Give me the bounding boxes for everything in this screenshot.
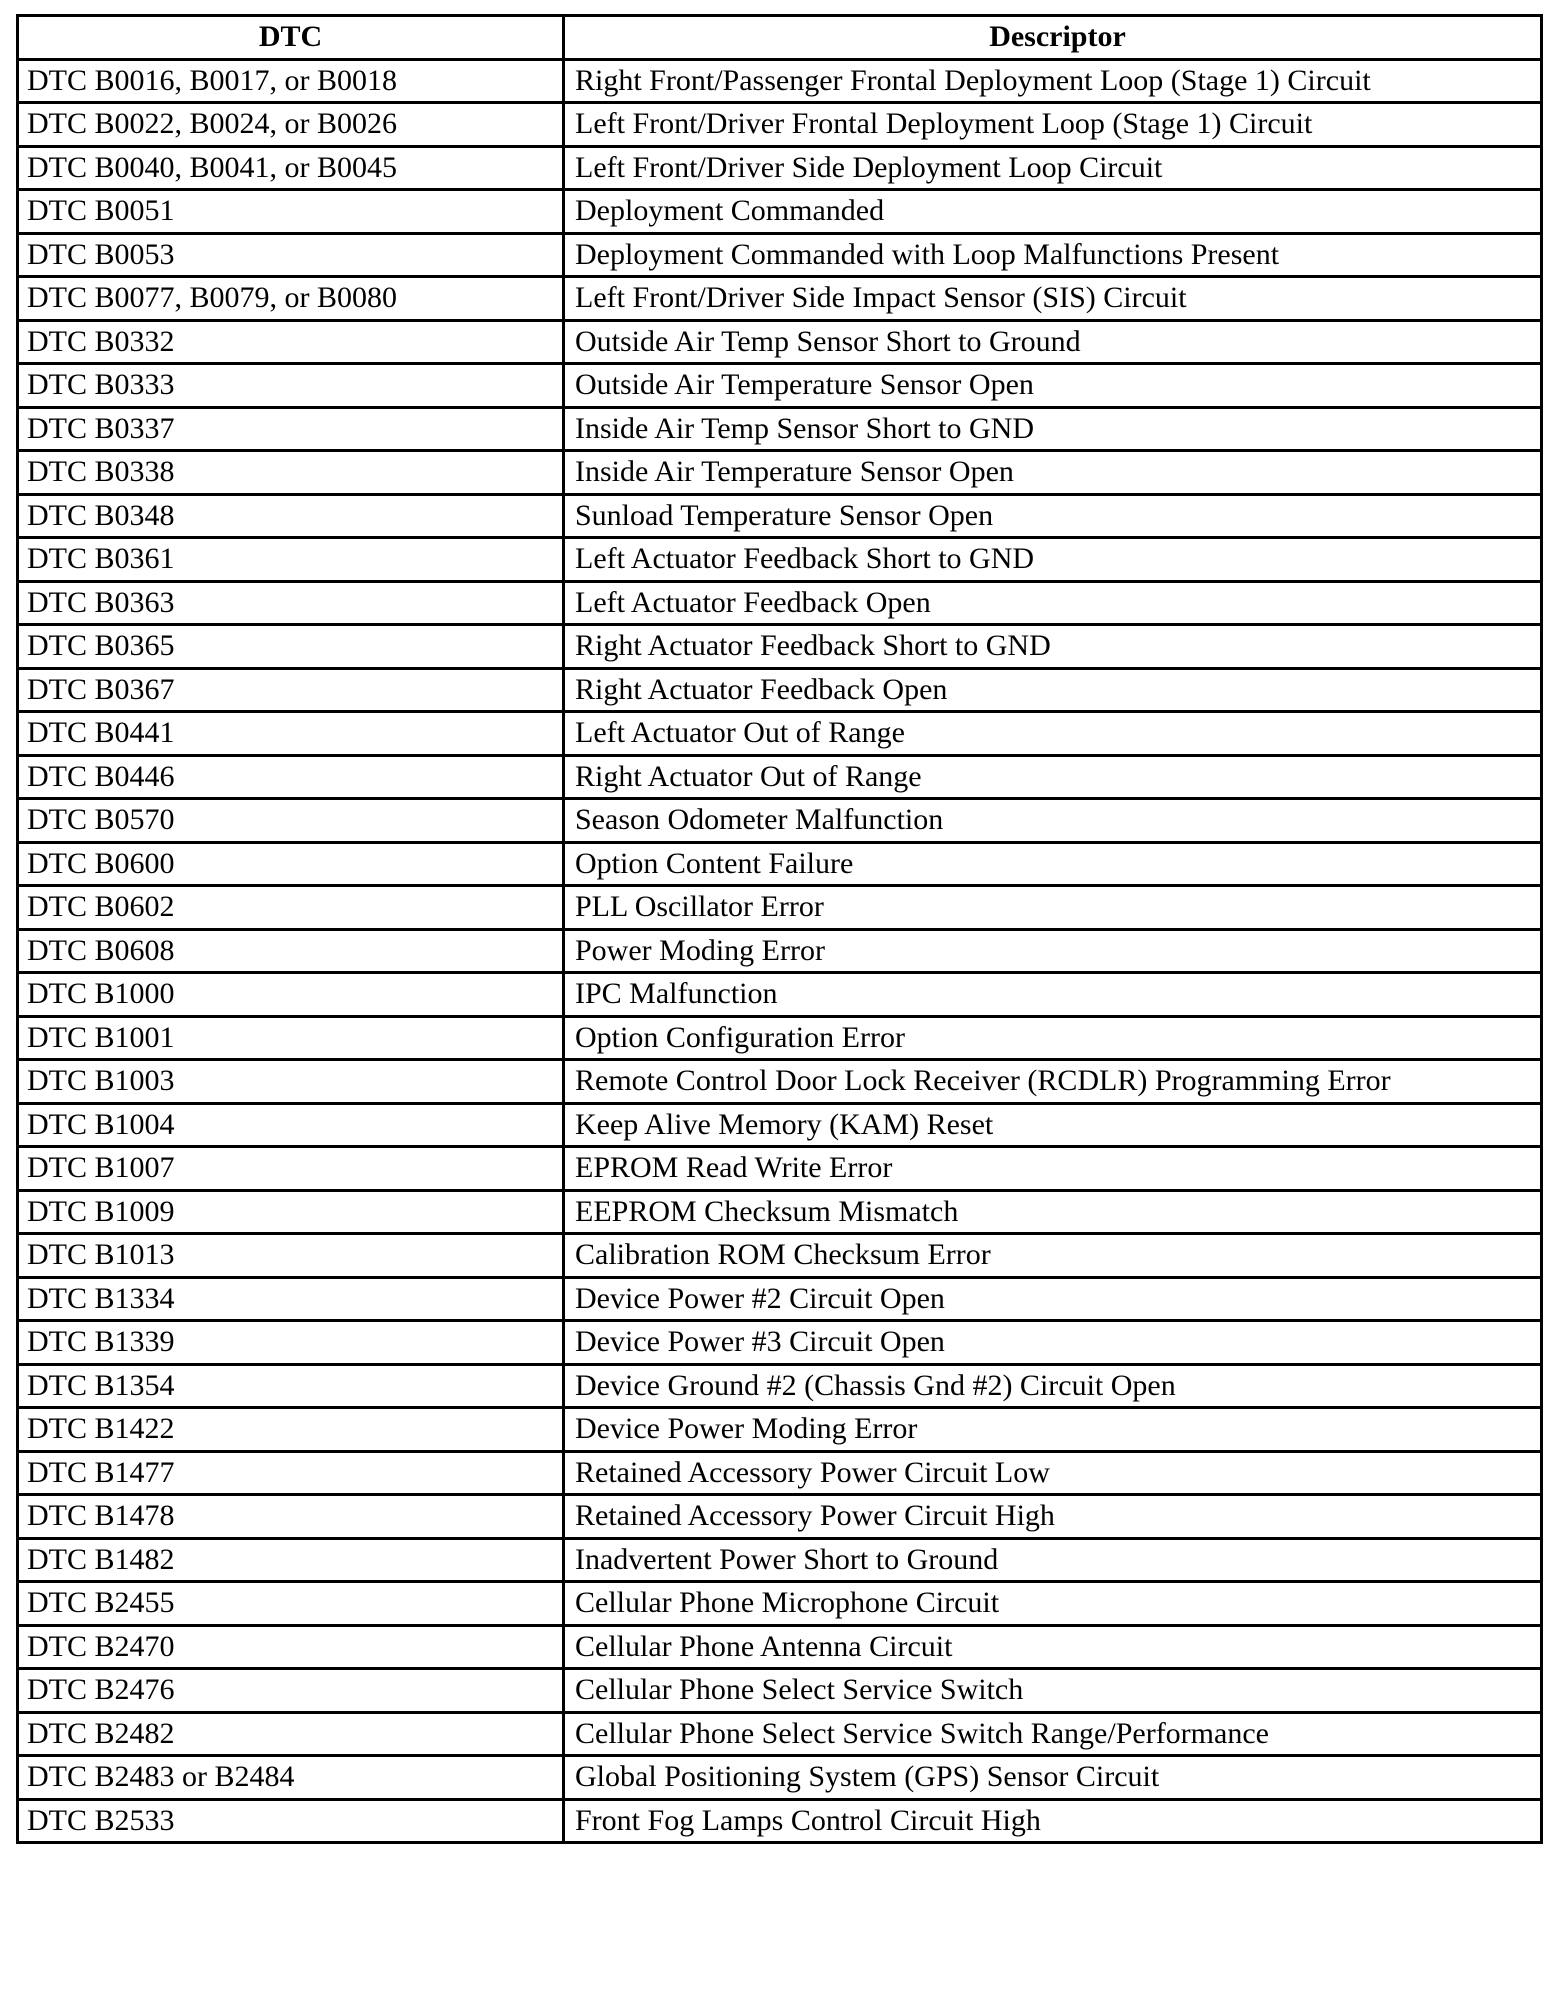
descriptor-cell: Season Odometer Malfunction	[564, 799, 1542, 843]
dtc-code-cell: DTC B0077, B0079, or B0080	[18, 277, 564, 321]
table-row	[18, 277, 1542, 321]
table-row	[18, 929, 1542, 973]
dtc-code-cell: DTC B1004	[18, 1103, 564, 1147]
table-row	[18, 233, 1542, 277]
descriptor-cell: Device Power #2 Circuit Open	[564, 1277, 1542, 1321]
descriptor-cell: Left Actuator Feedback Short to GND	[564, 538, 1542, 582]
descriptor-cell: Device Ground #2 (Chassis Gnd #2) Circuit Open	[564, 1364, 1542, 1408]
descriptor-cell: Device Power #3 Circuit Open	[564, 1321, 1542, 1365]
descriptor-cell: Front Fog Lamps Control Circuit High	[564, 1799, 1542, 1843]
descriptor-cell: Cellular Phone Microphone Circuit	[564, 1582, 1542, 1626]
table-row	[18, 1495, 1542, 1539]
dtc-code-cell: DTC B2533	[18, 1799, 564, 1843]
descriptor-cell: Power Moding Error	[564, 929, 1542, 973]
descriptor-cell: Sunload Temperature Sensor Open	[564, 494, 1542, 538]
descriptor-cell: EEPROM Checksum Mismatch	[564, 1190, 1542, 1234]
table-row	[18, 1799, 1542, 1843]
dtc-code-cell: DTC B0600	[18, 842, 564, 886]
table-row	[18, 1582, 1542, 1626]
descriptor-cell: Right Actuator Feedback Open	[564, 668, 1542, 712]
table-row	[18, 190, 1542, 234]
dtc-code-cell: DTC B0446	[18, 755, 564, 799]
dtc-code-cell: DTC B0053	[18, 233, 564, 277]
dtc-code-cell: DTC B2483 or B2484	[18, 1756, 564, 1800]
dtc-code-cell: DTC B1003	[18, 1060, 564, 1104]
table-row	[18, 494, 1542, 538]
dtc-code-cell: DTC B1482	[18, 1538, 564, 1582]
column-header-descriptor: Descriptor	[564, 16, 1542, 60]
table-row	[18, 581, 1542, 625]
descriptor-cell: Inadvertent Power Short to Ground	[564, 1538, 1542, 1582]
descriptor-cell: Right Actuator Out of Range	[564, 755, 1542, 799]
descriptor-cell: Left Front/Driver Side Deployment Loop Circuit	[564, 146, 1542, 190]
dtc-table	[16, 14, 1543, 1844]
descriptor-cell: Left Actuator Out of Range	[564, 712, 1542, 756]
dtc-code-cell: DTC B1354	[18, 1364, 564, 1408]
table-row	[18, 973, 1542, 1017]
table-row	[18, 1712, 1542, 1756]
table-row	[18, 407, 1542, 451]
dtc-code-cell: DTC B0365	[18, 625, 564, 669]
dtc-code-cell: DTC B0016, B0017, or B0018	[18, 59, 564, 103]
dtc-code-cell: DTC B0441	[18, 712, 564, 756]
table-row	[18, 1234, 1542, 1278]
dtc-code-cell: DTC B0602	[18, 886, 564, 930]
table-row	[18, 886, 1542, 930]
dtc-code-cell: DTC B2470	[18, 1625, 564, 1669]
dtc-code-cell: DTC B1422	[18, 1408, 564, 1452]
descriptor-cell: Cellular Phone Antenna Circuit	[564, 1625, 1542, 1669]
descriptor-cell: PLL Oscillator Error	[564, 886, 1542, 930]
dtc-code-cell: DTC B1000	[18, 973, 564, 1017]
descriptor-cell: EPROM Read Write Error	[564, 1147, 1542, 1191]
descriptor-cell: Retained Accessory Power Circuit Low	[564, 1451, 1542, 1495]
table-row	[18, 1277, 1542, 1321]
table-row	[18, 1669, 1542, 1713]
descriptor-cell: Left Front/Driver Side Impact Sensor (SIS) Circuit	[564, 277, 1542, 321]
table-row	[18, 103, 1542, 147]
table-row	[18, 1060, 1542, 1104]
dtc-code-cell: DTC B0337	[18, 407, 564, 451]
table-row	[18, 1147, 1542, 1191]
descriptor-cell: Device Power Moding Error	[564, 1408, 1542, 1452]
dtc-code-cell: DTC B0333	[18, 364, 564, 408]
descriptor-cell: Remote Control Door Lock Receiver (RCDLR) Programming Error	[564, 1060, 1542, 1104]
table-row	[18, 799, 1542, 843]
descriptor-cell: Inside Air Temperature Sensor Open	[564, 451, 1542, 495]
dtc-code-cell: DTC B1007	[18, 1147, 564, 1191]
dtc-code-cell: DTC B1009	[18, 1190, 564, 1234]
table-row	[18, 755, 1542, 799]
table-row	[18, 668, 1542, 712]
table-row	[18, 842, 1542, 886]
descriptor-cell: Keep Alive Memory (KAM) Reset	[564, 1103, 1542, 1147]
dtc-code-cell: DTC B0608	[18, 929, 564, 973]
descriptor-cell: Cellular Phone Select Service Switch	[564, 1669, 1542, 1713]
dtc-code-cell: DTC B0338	[18, 451, 564, 495]
descriptor-cell: Deployment Commanded	[564, 190, 1542, 234]
descriptor-cell: IPC Malfunction	[564, 973, 1542, 1017]
descriptor-cell: Option Content Failure	[564, 842, 1542, 886]
table-row	[18, 451, 1542, 495]
dtc-code-cell: DTC B1339	[18, 1321, 564, 1365]
table-body	[18, 59, 1542, 1843]
table-row	[18, 146, 1542, 190]
table-row	[18, 1756, 1542, 1800]
table-row	[18, 1364, 1542, 1408]
table-row	[18, 1321, 1542, 1365]
table-row	[18, 1103, 1542, 1147]
table-row	[18, 625, 1542, 669]
dtc-code-cell: DTC B0361	[18, 538, 564, 582]
dtc-code-cell: DTC B1013	[18, 1234, 564, 1278]
dtc-code-cell: DTC B0363	[18, 581, 564, 625]
dtc-code-cell: DTC B0040, B0041, or B0045	[18, 146, 564, 190]
dtc-code-cell: DTC B0348	[18, 494, 564, 538]
descriptor-cell: Outside Air Temperature Sensor Open	[564, 364, 1542, 408]
table-row	[18, 1408, 1542, 1452]
dtc-code-cell: DTC B0051	[18, 190, 564, 234]
table-row	[18, 1538, 1542, 1582]
dtc-code-cell: DTC B1001	[18, 1016, 564, 1060]
descriptor-cell: Right Actuator Feedback Short to GND	[564, 625, 1542, 669]
descriptor-cell: Global Positioning System (GPS) Sensor Circuit	[564, 1756, 1542, 1800]
descriptor-cell: Outside Air Temp Sensor Short to Ground	[564, 320, 1542, 364]
table-row	[18, 1190, 1542, 1234]
descriptor-cell: Left Front/Driver Frontal Deployment Loop (Stage 1) Circuit	[564, 103, 1542, 147]
dtc-code-cell: DTC B0022, B0024, or B0026	[18, 103, 564, 147]
dtc-code-cell: DTC B0332	[18, 320, 564, 364]
table-row	[18, 59, 1542, 103]
dtc-code-cell: DTC B2455	[18, 1582, 564, 1626]
dtc-code-cell: DTC B1334	[18, 1277, 564, 1321]
table-row	[18, 1451, 1542, 1495]
table-row	[18, 712, 1542, 756]
descriptor-cell: Left Actuator Feedback Open	[564, 581, 1542, 625]
dtc-code-cell: DTC B2482	[18, 1712, 564, 1756]
dtc-code-cell: DTC B0570	[18, 799, 564, 843]
descriptor-cell: Option Configuration Error	[564, 1016, 1542, 1060]
descriptor-cell: Calibration ROM Checksum Error	[564, 1234, 1542, 1278]
dtc-code-cell: DTC B1477	[18, 1451, 564, 1495]
table-row	[18, 1625, 1542, 1669]
descriptor-cell: Retained Accessory Power Circuit High	[564, 1495, 1542, 1539]
table-row	[18, 1016, 1542, 1060]
dtc-code-cell: DTC B2476	[18, 1669, 564, 1713]
table-row	[18, 320, 1542, 364]
dtc-code-cell: DTC B0367	[18, 668, 564, 712]
descriptor-cell: Cellular Phone Select Service Switch Range/Performance	[564, 1712, 1542, 1756]
table-row	[18, 538, 1542, 582]
table-row	[18, 364, 1542, 408]
descriptor-cell: Deployment Commanded with Loop Malfunctions Present	[564, 233, 1542, 277]
descriptor-cell: Inside Air Temp Sensor Short to GND	[564, 407, 1542, 451]
table-header-row	[18, 16, 1542, 60]
dtc-code-cell: DTC B1478	[18, 1495, 564, 1539]
descriptor-cell: Right Front/Passenger Frontal Deployment Loop (Stage 1) Circuit	[564, 59, 1542, 103]
column-header-dtc: DTC	[18, 16, 564, 60]
